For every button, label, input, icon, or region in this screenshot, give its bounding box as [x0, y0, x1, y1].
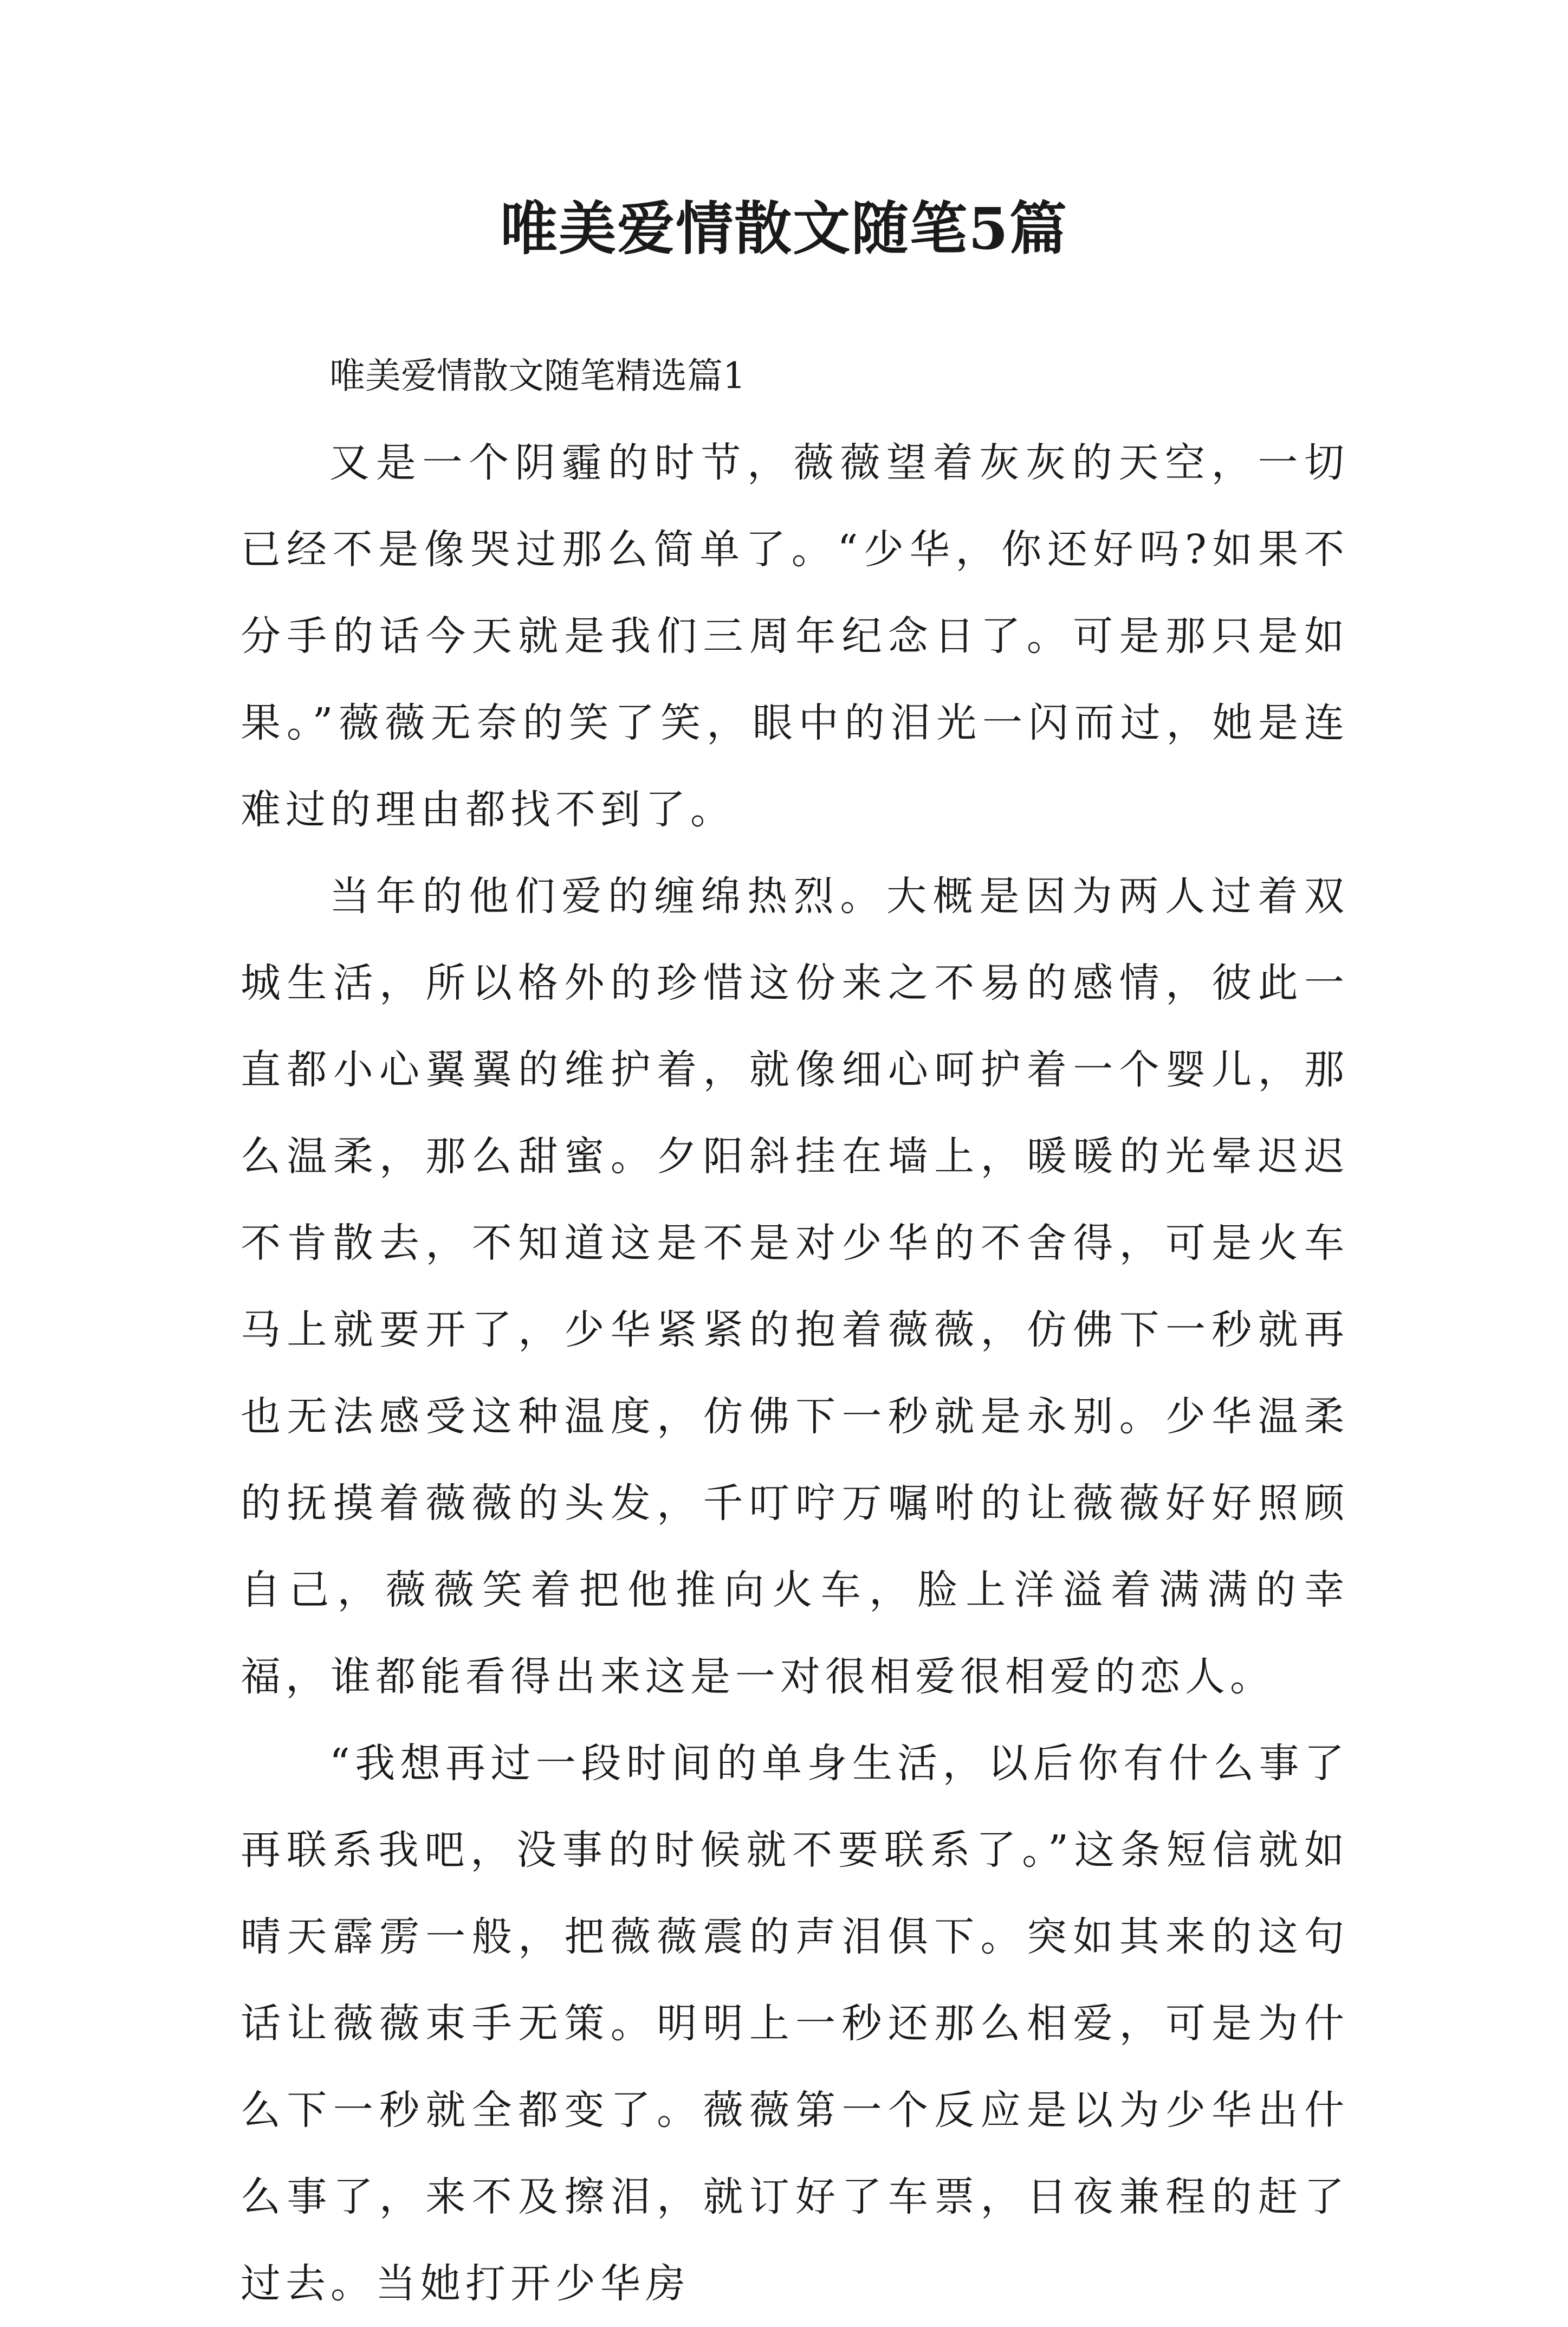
paragraph-3: “我想再过一段时间的单身生活，以后你有什么事了再联系我吧，没事的时候就不要联系了。”这条短信就如晴天霹雳一般，把薇薇震的声泪俱下。突如其来的这句话让薇薇束手无策。明明上一秒还那么相爱，可是为什么下一秒就全都变了。薇薇第一个反应是以为少华出什么事了，来不及擦泪，就订好了车票，日夜兼程的赶了过去。当她打开少华房 [241, 1740, 1349, 2307]
document-body [241, 333, 1349, 2327]
paragraph-1: 又是一个阴霾的时节，薇薇望着灰灰的天空，一切已经不是像哭过那么简单了。“少华，你还好吗?如果不分手的话今天就是我们三周年纪念日了。可是那只是如果。”薇薇无奈的笑了笑，眼中的泪光一闪而过，她是连难过的理由都找不到了。 [241, 439, 1349, 833]
paragraph-2: 当年的他们爱的缠绵热烈。大概是因为两人过着双城生活，所以格外的珍惜这份来之不易的感情，彼此一直都小心翼翼的维护着，就像细心呵护着一个婴儿，那么温柔，那么甜蜜。夕阳斜挂在墙上，暖暖的光晕迟迟不肯散去，不知道这是不是对少华的不舍得，可是火车马上就要开了，少华紧紧的抱着薇薇，仿佛下一秒就再也无法感受这种温度，仿佛下一秒就是永别。少华温柔的抚摸着薇薇的头发，千叮咛万嘱咐的让薇薇好好照顾自己，薇薇笑着把他推向火车，脸上洋溢着满满的幸福，谁都能看得出来这是一对很相爱很相爱的恋人。 [241, 873, 1349, 1700]
document-title: 唯美爱情散文随笔5篇 [500, 195, 1068, 262]
section-heading: 唯美爱情散文随笔精选篇1 [329, 355, 746, 397]
